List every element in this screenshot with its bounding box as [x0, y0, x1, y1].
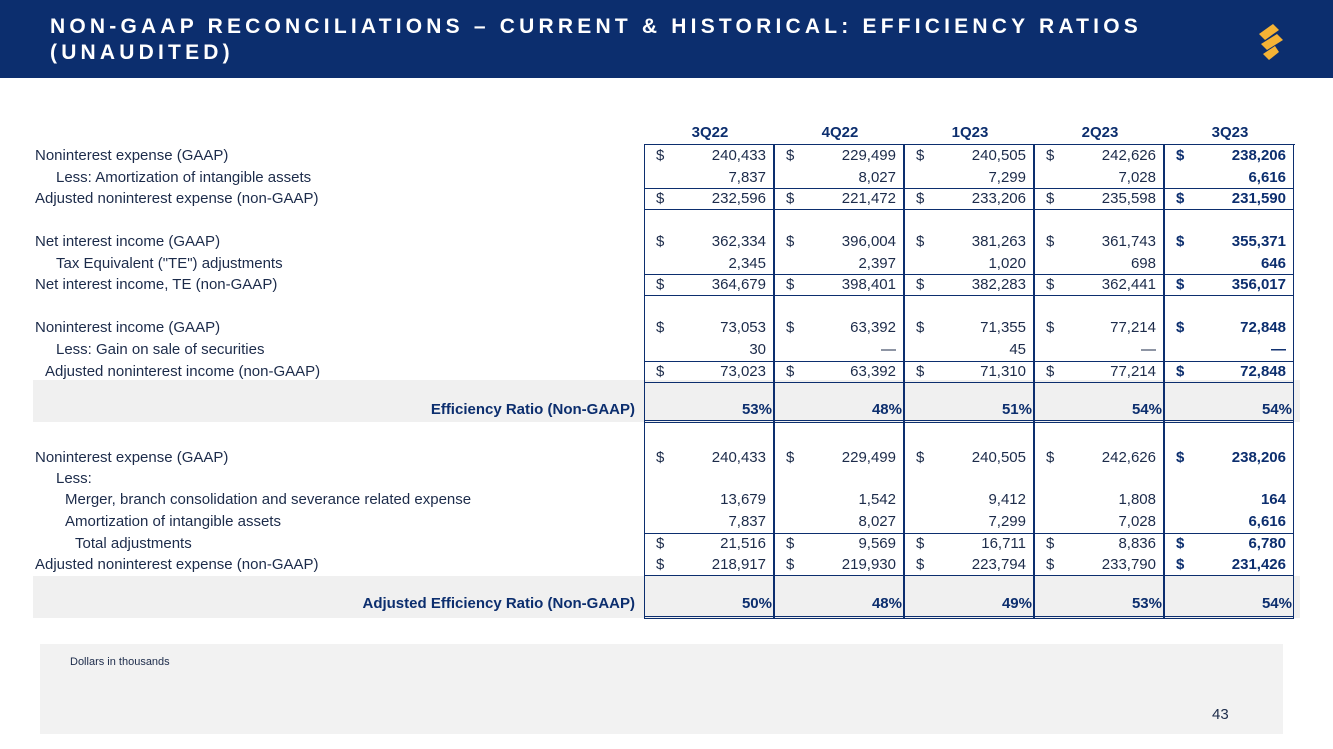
row-label: Adjusted noninterest income (non-GAAP): [45, 363, 321, 380]
subtotal-rule: [1165, 274, 1293, 275]
table-cell: [780, 362, 900, 382]
column-header-underline: [1035, 144, 1165, 145]
cell-value: 53%: [741, 401, 772, 418]
table-cell: [780, 340, 900, 360]
subtotal-rule: [905, 188, 1033, 189]
subtotal-rule: [645, 533, 773, 534]
cell-value: 240,505: [971, 147, 1026, 164]
currency-symbol: $: [1046, 319, 1055, 336]
row-label: Adjusted noninterest expense (non-GAAP): [35, 190, 319, 207]
subtotal-rule: [775, 533, 903, 534]
table-cell: [1170, 232, 1290, 252]
cell-value: 232,596: [711, 190, 766, 207]
currency-symbol: $: [1176, 363, 1185, 380]
subtotal-rule: [905, 361, 1033, 362]
cell-value: 356,017: [1231, 276, 1286, 293]
table-cell: [650, 254, 770, 274]
table-cell: [1170, 275, 1290, 295]
total-rule: [775, 295, 903, 296]
table-cell: [1040, 275, 1160, 295]
table-cell: [910, 512, 1030, 532]
table-cell: [1170, 400, 1290, 420]
table-cell: [910, 594, 1030, 614]
row-label: Net interest income (GAAP): [35, 233, 221, 250]
currency-symbol: $: [1046, 147, 1055, 164]
cell-value: 364,679: [711, 276, 766, 293]
table-cell: [910, 232, 1030, 252]
currency-symbol: $: [656, 276, 665, 293]
table-cell: [1170, 555, 1290, 575]
cell-value: 54%: [1261, 595, 1292, 612]
table-cell: [780, 318, 900, 338]
cell-value: 73,023: [720, 363, 766, 380]
table-cell: [780, 232, 900, 252]
total-rule: [775, 209, 903, 210]
currency-symbol: $: [1046, 363, 1055, 380]
column-bottom-rule: [904, 616, 1034, 619]
table-cell: [1040, 469, 1160, 489]
table-cell: [1040, 555, 1160, 575]
cell-value: 9,569: [858, 535, 896, 552]
table-cell: [1170, 534, 1290, 554]
cell-value: 219,930: [841, 556, 896, 573]
cell-value: 54%: [1261, 401, 1292, 418]
currency-symbol: $: [656, 233, 665, 250]
table-cell: [650, 232, 770, 252]
total-rule: [1165, 575, 1293, 576]
table-cell: [650, 555, 770, 575]
currency-symbol: $: [786, 449, 795, 466]
currency-symbol: $: [1176, 319, 1185, 336]
table-cell: [910, 400, 1030, 420]
table-cell: [1040, 318, 1160, 338]
column-mid-rule: [1034, 420, 1164, 423]
subtotal-rule: [1035, 533, 1163, 534]
subtotal-rule: [775, 188, 903, 189]
cell-value: 48%: [871, 401, 902, 418]
table-cell: [1170, 362, 1290, 382]
table-cell: [1040, 362, 1160, 382]
column-header-underline: [1165, 144, 1295, 145]
currency-symbol: $: [656, 190, 665, 207]
subtotal-rule: [1035, 274, 1163, 275]
total-rule: [645, 295, 773, 296]
table-cell: [1170, 340, 1290, 360]
cell-value: 381,263: [971, 233, 1026, 250]
total-rule: [775, 382, 903, 383]
cell-value: 240,505: [971, 449, 1026, 466]
row-label: Noninterest expense (GAAP): [35, 147, 229, 164]
subtotal-rule: [645, 188, 773, 189]
footer-box: [40, 644, 1283, 734]
cell-value: 355,371: [1231, 233, 1286, 250]
table-cell: [650, 275, 770, 295]
column-mid-rule: [1164, 420, 1294, 423]
currency-symbol: $: [656, 363, 665, 380]
subtotal-rule: [645, 361, 773, 362]
table-cell: [780, 490, 900, 510]
cell-value: 242,626: [1101, 147, 1156, 164]
table-cell: [650, 534, 770, 554]
cell-value: 231,590: [1231, 190, 1286, 207]
cell-value: 48%: [871, 595, 902, 612]
subtotal-rule: [1165, 188, 1293, 189]
cell-value: 240,433: [711, 147, 766, 164]
table-cell: [1040, 232, 1160, 252]
cell-value: 72,848: [1240, 363, 1286, 380]
currency-symbol: $: [786, 276, 795, 293]
table-cell: [650, 168, 770, 188]
row-label: Amortization of intangible assets: [65, 513, 281, 530]
table-cell: [910, 555, 1030, 575]
table-cell: [780, 400, 900, 420]
currency-symbol: $: [786, 319, 795, 336]
currency-symbol: $: [656, 535, 665, 552]
column-header-1q23: 1Q23: [951, 124, 989, 141]
cell-value: 77,214: [1110, 363, 1156, 380]
cell-value: 362,334: [711, 233, 766, 250]
subtotal-rule: [905, 533, 1033, 534]
cell-value: 49%: [1001, 595, 1032, 612]
table-cell: [910, 318, 1030, 338]
column-border: [1164, 144, 1165, 618]
cell-value: 50%: [741, 595, 772, 612]
cell-value: 7,299: [988, 169, 1026, 186]
cell-value: 698: [1130, 255, 1156, 272]
cell-value: 382,283: [971, 276, 1026, 293]
cell-value: 1,542: [858, 491, 896, 508]
cell-value: 231,426: [1231, 556, 1286, 573]
total-rule: [1035, 382, 1163, 383]
table-cell: [650, 189, 770, 209]
cell-value: 233,790: [1101, 556, 1156, 573]
table-cell: [1040, 254, 1160, 274]
total-rule: [905, 209, 1033, 210]
column-bottom-rule: [1034, 616, 1164, 619]
table-cell: [1040, 512, 1160, 532]
table-cell: [1170, 168, 1290, 188]
table-cell: [910, 448, 1030, 468]
cell-value: 6,780: [1248, 535, 1286, 552]
currency-symbol: $: [786, 190, 795, 207]
cell-value: 242,626: [1101, 449, 1156, 466]
table-cell: [650, 400, 770, 420]
table-cell: [1040, 146, 1160, 166]
column-border: [644, 144, 645, 618]
cell-value: 221,472: [841, 190, 896, 207]
total-rule: [1035, 209, 1163, 210]
table-cell: [650, 512, 770, 532]
cell-value: 77,214: [1110, 319, 1156, 336]
table-cell: [910, 146, 1030, 166]
cell-value: 9,412: [988, 491, 1026, 508]
table-cell: [1040, 168, 1160, 188]
table-cell: [1170, 469, 1290, 489]
cell-value: 362,441: [1101, 276, 1156, 293]
column-header-3q23: 3Q23: [1211, 124, 1249, 141]
row-label: Less: Gain on sale of securities: [56, 341, 265, 358]
cell-value: 2,345: [728, 255, 766, 272]
table-cell: [650, 362, 770, 382]
cell-value: 235,598: [1101, 190, 1156, 207]
table-cell: [650, 448, 770, 468]
table-cell: [910, 469, 1030, 489]
cell-value: 30: [749, 341, 766, 358]
page-number: 43: [1212, 706, 1229, 723]
cell-value: 51%: [1001, 401, 1032, 418]
table-cell: [910, 362, 1030, 382]
table-cell: [910, 490, 1030, 510]
cell-value: 72,848: [1240, 319, 1286, 336]
currency-symbol: $: [656, 319, 665, 336]
cell-value: 71,355: [980, 319, 1026, 336]
column-border: [774, 144, 775, 618]
currency-symbol: $: [916, 363, 925, 380]
column-mid-rule: [774, 420, 904, 423]
table-cell: [650, 318, 770, 338]
cell-value: 233,206: [971, 190, 1026, 207]
table-cell: [1170, 594, 1290, 614]
column-bottom-rule: [774, 616, 904, 619]
cell-value: 45: [1009, 341, 1026, 358]
cell-value: 218,917: [711, 556, 766, 573]
currency-symbol: $: [1176, 147, 1185, 164]
currency-symbol: $: [1176, 535, 1185, 552]
currency-symbol: $: [786, 556, 795, 573]
row-label: Total adjustments: [75, 535, 192, 552]
currency-symbol: $: [1046, 190, 1055, 207]
table-cell: [780, 469, 900, 489]
total-rule: [645, 382, 773, 383]
currency-symbol: $: [786, 363, 795, 380]
currency-symbol: $: [1176, 233, 1185, 250]
table-cell: [650, 594, 770, 614]
cell-value: 238,206: [1231, 449, 1286, 466]
cell-value: 16,711: [981, 535, 1026, 552]
table-cell: [1040, 448, 1160, 468]
table-cell: [780, 448, 900, 468]
currency-symbol: $: [786, 147, 795, 164]
cell-value: 240,433: [711, 449, 766, 466]
total-rule: [1035, 295, 1163, 296]
cell-value: 1,808: [1118, 491, 1156, 508]
table-cell: [1040, 400, 1160, 420]
cell-value: 2,397: [858, 255, 896, 272]
total-rule: [905, 382, 1033, 383]
cell-value: 73,053: [720, 319, 766, 336]
cell-value: 71,310: [980, 363, 1026, 380]
currency-symbol: $: [786, 535, 795, 552]
cell-value: 7,299: [988, 513, 1026, 530]
currency-symbol: $: [1046, 449, 1055, 466]
currency-symbol: $: [916, 319, 925, 336]
table-cell: [1040, 534, 1160, 554]
row-label: Efficiency Ratio (Non-GAAP): [430, 401, 635, 418]
table-cell: [910, 340, 1030, 360]
total-rule: [905, 575, 1033, 576]
cell-value: 229,499: [841, 147, 896, 164]
slide-title: NON-GAAP RECONCILIATIONS – CURRENT & HISTORICAL: EFFICIENCY RATIOS (UNAUDITED): [50, 15, 1142, 64]
row-label: Less: Amortization of intangible assets: [56, 169, 312, 186]
table-cell: [910, 254, 1030, 274]
subtotal-rule: [775, 361, 903, 362]
subtotal-rule: [645, 274, 773, 275]
currency-symbol: $: [916, 556, 925, 573]
currency-symbol: $: [1176, 190, 1185, 207]
currency-symbol: $: [916, 449, 925, 466]
currency-symbol: $: [1046, 556, 1055, 573]
column-header-underline: [645, 144, 775, 145]
column-header-underline: [905, 144, 1035, 145]
column-mid-rule: [904, 420, 1034, 423]
cell-value: 223,794: [971, 556, 1026, 573]
cell-value: 21,516: [720, 535, 766, 552]
total-rule: [645, 575, 773, 576]
total-rule: [1165, 295, 1293, 296]
subtotal-rule: [775, 274, 903, 275]
column-border: [904, 144, 905, 618]
column-border: [1293, 144, 1294, 618]
table-cell: [650, 469, 770, 489]
cell-value: 8,836: [1118, 535, 1156, 552]
table-cell: [1170, 189, 1290, 209]
row-label: Merger, branch consolidation and severance related expense: [65, 491, 472, 508]
total-rule: [905, 295, 1033, 296]
cell-value: 396,004: [841, 233, 896, 250]
cell-value: 63,392: [850, 319, 896, 336]
total-rule: [645, 209, 773, 210]
cell-value: 63,392: [850, 363, 896, 380]
table-cell: [780, 555, 900, 575]
currency-symbol: $: [1046, 535, 1055, 552]
subtotal-rule: [1035, 188, 1163, 189]
cell-value: 7,837: [728, 169, 766, 186]
table-cell: [650, 146, 770, 166]
table-cell: [910, 168, 1030, 188]
cell-value: 54%: [1131, 401, 1162, 418]
currency-symbol: $: [1176, 449, 1185, 466]
table-cell: [910, 275, 1030, 295]
row-label: Noninterest expense (GAAP): [35, 449, 229, 466]
table-cell: [650, 340, 770, 360]
table-cell: [1170, 490, 1290, 510]
table-cell: [780, 512, 900, 532]
table-cell: [780, 275, 900, 295]
subtotal-rule: [1165, 533, 1293, 534]
column-header-underline: [775, 144, 905, 145]
cell-value: 361,743: [1101, 233, 1156, 250]
total-rule: [775, 575, 903, 576]
column-header-2q23: 2Q23: [1081, 124, 1119, 141]
subtotal-rule: [1035, 361, 1163, 362]
row-label: Adjusted noninterest expense (non-GAAP): [35, 556, 319, 573]
currency-symbol: $: [916, 535, 925, 552]
table-cell: [780, 254, 900, 274]
total-rule: [1035, 575, 1163, 576]
table-cell: [1170, 448, 1290, 468]
currency-symbol: $: [656, 556, 665, 573]
footnote: Dollars in thousands: [70, 656, 170, 668]
column-mid-rule: [644, 420, 774, 423]
table-cell: [650, 490, 770, 510]
table-cell: [910, 189, 1030, 209]
cell-value: 53%: [1131, 595, 1162, 612]
total-rule: [1165, 209, 1293, 210]
cell-value: 6,616: [1248, 513, 1286, 530]
cell-value: 7,028: [1118, 169, 1156, 186]
row-label: Net interest income, TE (non-GAAP): [35, 276, 278, 293]
cell-value: 646: [1260, 255, 1286, 272]
currency-symbol: $: [916, 233, 925, 250]
table-cell: [780, 594, 900, 614]
table-cell: [1170, 512, 1290, 532]
currency-symbol: $: [656, 147, 665, 164]
cell-value: 7,837: [728, 513, 766, 530]
currency-symbol: $: [656, 449, 665, 466]
table-cell: [1040, 594, 1160, 614]
table-cell: [780, 168, 900, 188]
column-border: [1034, 144, 1035, 618]
cell-value: 8,027: [858, 169, 896, 186]
cell-value: 238,206: [1231, 147, 1286, 164]
table-cell: [780, 534, 900, 554]
table-cell: [1040, 340, 1160, 360]
table-cell: [910, 534, 1030, 554]
total-rule: [1165, 382, 1293, 383]
table-cell: [1170, 146, 1290, 166]
cell-value: 229,499: [841, 449, 896, 466]
cell-value: 164: [1260, 491, 1286, 508]
column-header-3q22: 3Q22: [691, 124, 729, 141]
cell-value: 7,028: [1118, 513, 1156, 530]
cell-value: —: [1141, 341, 1156, 358]
table-cell: [1170, 254, 1290, 274]
currency-symbol: $: [1176, 556, 1185, 573]
cell-value: 398,401: [841, 276, 896, 293]
row-label: Adjusted Efficiency Ratio (Non-GAAP): [362, 595, 635, 612]
subtotal-rule: [905, 274, 1033, 275]
row-label: Noninterest income (GAAP): [35, 319, 221, 336]
currency-symbol: $: [916, 147, 925, 164]
currency-symbol: $: [1176, 276, 1185, 293]
cell-value: 13,679: [720, 491, 766, 508]
currency-symbol: $: [1046, 276, 1055, 293]
row-label: Less:: [56, 470, 92, 487]
cell-value: 1,020: [988, 255, 1026, 272]
cell-value: 8,027: [858, 513, 896, 530]
currency-symbol: $: [916, 190, 925, 207]
column-header-4q22: 4Q22: [821, 124, 859, 141]
currency-symbol: $: [916, 276, 925, 293]
table-cell: [1170, 318, 1290, 338]
column-bottom-rule: [1164, 616, 1294, 619]
currency-symbol: $: [1046, 233, 1055, 250]
cell-value: —: [881, 341, 896, 358]
table-cell: [1040, 189, 1160, 209]
cell-value: 6,616: [1248, 169, 1286, 186]
column-bottom-rule: [644, 616, 774, 619]
currency-symbol: $: [786, 233, 795, 250]
table-cell: [1040, 490, 1160, 510]
cell-value: —: [1271, 341, 1286, 358]
table-cell: [780, 146, 900, 166]
subtotal-rule: [1165, 361, 1293, 362]
table-cell: [780, 189, 900, 209]
row-label: Tax Equivalent ("TE") adjustments: [56, 255, 283, 272]
